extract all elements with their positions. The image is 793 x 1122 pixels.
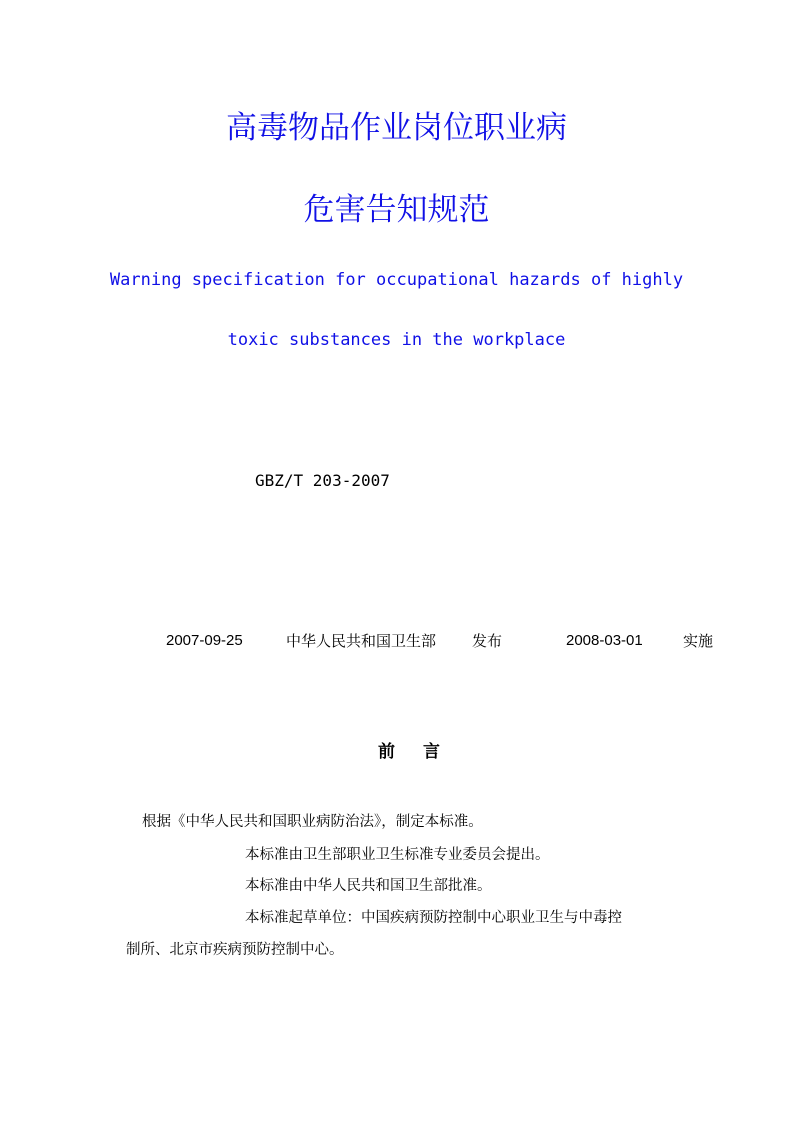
foreword-paragraph: 本标准由中华人民共和国卫生部批准。 bbox=[245, 878, 492, 894]
foreword-paragraph: 根据《中华人民共和国职业病防治法》，制定本标准。 bbox=[142, 814, 483, 830]
foreword-paragraph: 本标准由卫生部职业卫生标准专业委员会提出。 bbox=[245, 847, 550, 863]
foreword-heading-part1: 前 bbox=[378, 742, 395, 762]
effective-label: 实施 bbox=[683, 632, 714, 650]
foreword-paragraph: 制所、北京市疾病预防控制中心。 bbox=[126, 942, 344, 958]
title-cn-line2: 危害告知规范 bbox=[303, 192, 490, 228]
issue-label: 发布 bbox=[472, 632, 503, 650]
issue-date: 2007-09-25 bbox=[166, 632, 243, 649]
foreword-heading-part2: 言 bbox=[423, 742, 440, 762]
title-cn-line1: 高毒物品作业岗位职业病 bbox=[226, 110, 567, 146]
issuer: 中华人民共和国卫生部 bbox=[286, 632, 437, 650]
effective-date: 2008-03-01 bbox=[566, 632, 643, 649]
foreword-paragraph: 本标准起草单位：中国疾病预防控制中心职业卫生与中毒控 bbox=[245, 910, 622, 926]
title-en-line2: toxic substances in the workplace bbox=[227, 330, 566, 350]
title-en-line1: Warning specification for occupational hazards of highly bbox=[109, 270, 684, 290]
standard-code: GBZ/T 203-2007 bbox=[255, 471, 390, 490]
